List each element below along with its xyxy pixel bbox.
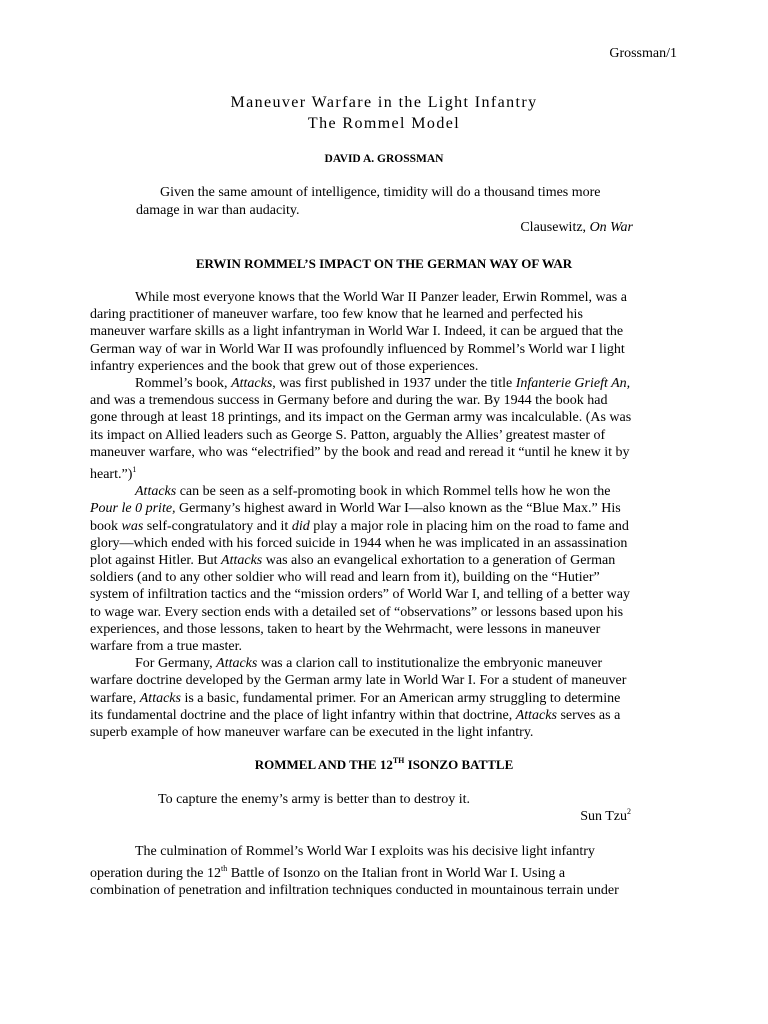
text-line: heart.”)$^1$: [90, 465, 137, 483]
text-line: its fundamental doctrine and the place of light infantry within that doctrine, Attacks serves as a: [90, 707, 621, 723]
text-line: experiences, and those lessons, taken to heart by the Wehrmacht, were lessons in maneuver: [90, 621, 601, 637]
text-line: Rommel’s book, Attacks, was first published in 1937 under the title Infanterie Grieft An,: [135, 376, 631, 392]
footnote-ref[interactable]: 1: [132, 465, 137, 475]
author-name: DAVID A. GROSSMAN: [324, 153, 444, 165]
epigraph-attribution: [520, 220, 633, 236]
section-body: [90, 843, 673, 900]
text-line: While most everyone knows that the World War II Panzer leader, Erwin Rommel, was a: [135, 290, 627, 305]
section-heading: ROMMEL AND THE 12TH ISONZO BATTLE: [254, 756, 514, 772]
text-line: to wage war. Every section ends with a detailed set of “observations” or lessons based upon his: [90, 604, 624, 620]
text-line: Pour le 0 prite, Germany’s highest award in World War I—also known as the “Blue Max.” His: [90, 501, 621, 517]
footnote-ref[interactable]: 2: [627, 807, 631, 816]
text-line: warfare doctrine developed by the German army late in World War I. For a student of maneuver: [90, 673, 627, 689]
text-line: and was a tremendous success in Germany before and during the war. By 1944 the book had: [90, 393, 608, 409]
clausewitz-epigraph: [136, 184, 636, 220]
text-line: For Germany, Attacks was a clarion call to institutionalize the embryonic maneuver: [135, 656, 603, 672]
text-line: soldiers (and to any other soldier who will read and learn from it), building on the “Hutier”: [90, 570, 600, 586]
page-header: Grossman/1: [609, 46, 677, 61]
paragraph: [90, 289, 673, 375]
text-line: its impact on Allied leaders such as George S. Patton, arguably the Allies’ greatest master of: [90, 427, 606, 443]
section-heading: ERWIN ROMMEL’S IMPACT ON THE GERMAN WAY OF WAR: [195, 256, 573, 271]
text-line: The culmination of Rommel’s World War I exploits was his decisive light infantry: [135, 844, 595, 859]
attribution-work: On War: [589, 220, 633, 235]
attribution-author: Clausewitz,: [520, 220, 590, 235]
paragraph: [90, 843, 673, 900]
text-line: German way of war in World War II was profoundly influenced by Rommel’s World war I light: [90, 341, 625, 357]
epigraph-attribution: Sun Tzu$^2$: [580, 807, 631, 824]
text-line: maneuver warfare skills as a light infantryman in World War I. Indeed, it can be argued that the: [90, 324, 624, 340]
sun-tzu-epigraph: To capture the enemy’s army is better than to destroy it.: [158, 792, 470, 807]
section-body: [90, 289, 673, 741]
title-line-1: Maneuver Warfare in the Light Infantry: [230, 94, 538, 111]
epigraph-line: Given the same amount of intelligence, timidity will do a thousand times more: [160, 185, 601, 200]
text-line: combination of penetration and infiltration techniques conducted in mountainous terrain under: [90, 883, 619, 899]
text-line: Attacks can be seen as a self-promoting book in which Rommel tells how he won the: [135, 484, 611, 500]
text-line: operation during the 12th Battle of Isonzo on the Italian front in World War I. Using a: [90, 864, 566, 882]
paragraph: [90, 655, 673, 741]
text-line: infantry experiences and the book that grew out of those experiences.: [90, 358, 479, 374]
epigraph-line: damage in war than audacity.: [136, 203, 300, 218]
text-line: book was self-congratulatory and it did play a major role in placing him on the road to fame and: [90, 518, 629, 534]
text-line: maneuver warfare, who was “electrified” by the book and read and reread it “until he knew it by: [90, 444, 630, 460]
text-line: glory—which ended with his forced suicide in 1944 when he was implicated in an assassination: [90, 535, 628, 551]
text-line: warfare, Attacks is a basic, fundamental primer. For an American army struggling to determine: [90, 690, 621, 706]
text-line: gone through at least 18 printings, and its impact on the German army was incalculable. (As was: [90, 410, 632, 426]
text-line: superb example of how maneuver warfare can be executed in the light infantry.: [90, 725, 534, 741]
title-line-2: The Rommel Model: [307, 115, 461, 132]
paragraph: [90, 375, 673, 483]
document-title: [0, 92, 768, 134]
text-line: warfare from a true master.: [90, 639, 242, 655]
text-line: plot against Hitler. But Attacks was also an evangelical exhortation to a generation of German: [90, 553, 616, 569]
paragraph: [90, 483, 673, 655]
text-line: daring practitioner of maneuver warfare, too few know that he learned and perfected his: [90, 307, 583, 323]
text-line: system of infiltration tactics and the “mission orders” of World War I, and telling of a better way: [90, 587, 630, 603]
